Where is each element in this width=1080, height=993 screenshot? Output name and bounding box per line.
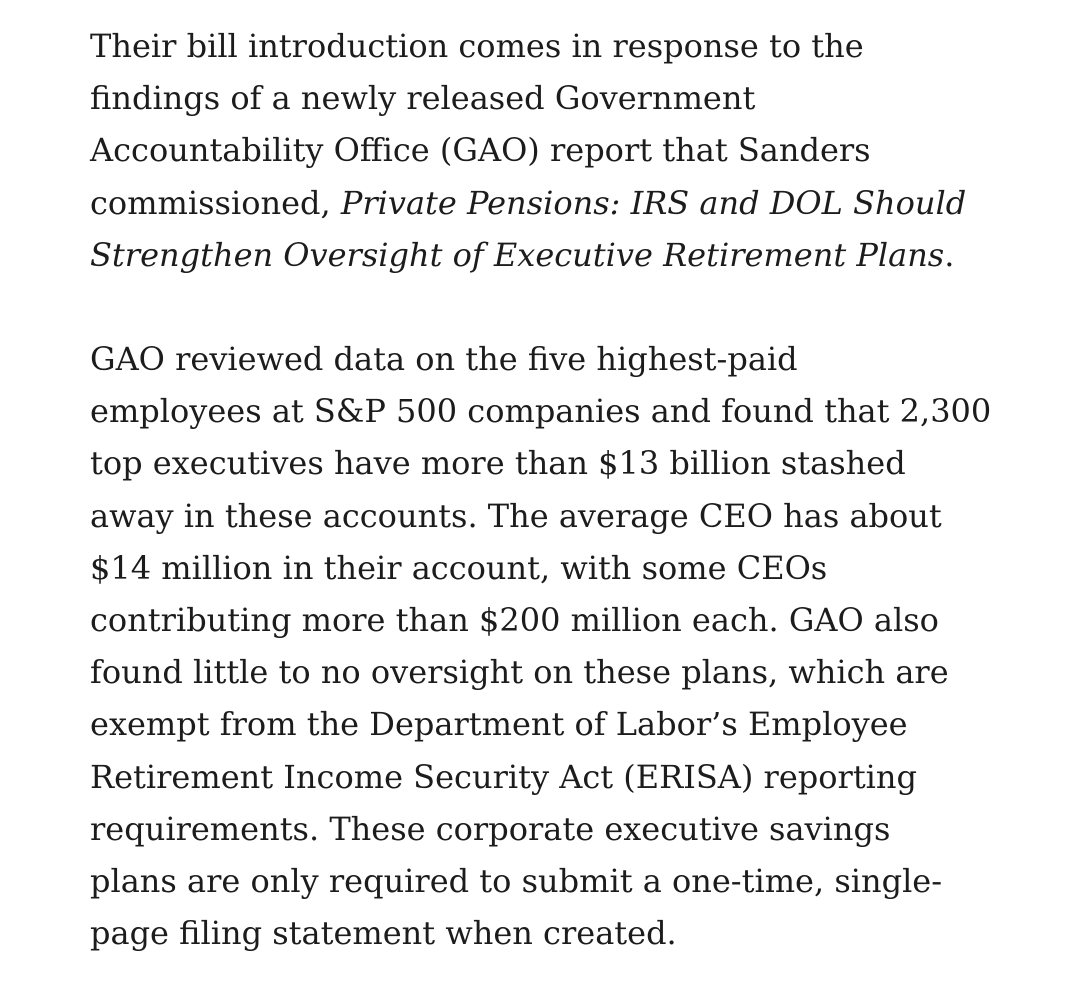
text-line: employees at S&P 500 companies and found that 2,300 bbox=[90, 392, 992, 431]
article-body bbox=[90, 20, 1010, 959]
text-line: requirements. These corporate executive savings bbox=[90, 809, 891, 848]
text-line: away in these accounts. The average CEO has about bbox=[90, 496, 942, 535]
text-line: top executives have more than $13 billion stashed bbox=[90, 444, 906, 483]
text-line: contributing more than $200 million each. GAO also bbox=[90, 601, 939, 640]
text-segment: commissioned, bbox=[90, 183, 341, 222]
text-line: plans are only required to submit a one-time, single- bbox=[90, 862, 943, 901]
period: . bbox=[944, 235, 955, 274]
paragraph-bill-introduction bbox=[90, 20, 1010, 281]
text-line: GAO reviewed data on the five highest-paid bbox=[90, 340, 798, 379]
text-line: Accountability Office (GAO) report that Sanders bbox=[90, 131, 871, 170]
text-line: exempt from the Department of Labor’s Employee bbox=[90, 705, 908, 744]
text-line: findings of a newly released Government bbox=[90, 79, 756, 118]
text-line: Their bill introduction comes in response to the bbox=[90, 27, 864, 65]
report-title: Private Pensions: IRS and DOL Should bbox=[340, 183, 967, 222]
text-line: page filing statement when created. bbox=[90, 914, 677, 953]
text-line: Retirement Income Security Act (ERISA) reporting bbox=[90, 757, 917, 796]
text-line-with-title bbox=[90, 177, 1010, 229]
text-line: $14 million in their account, with some CEOs bbox=[90, 548, 828, 587]
text-line-with-title bbox=[90, 229, 1010, 281]
report-title-continued: Strengthen Oversight of Executive Retirement Plans bbox=[90, 235, 945, 274]
text-line: found little to no oversight on these plans, which are bbox=[90, 653, 949, 692]
paragraph-gao-findings bbox=[90, 333, 1010, 959]
